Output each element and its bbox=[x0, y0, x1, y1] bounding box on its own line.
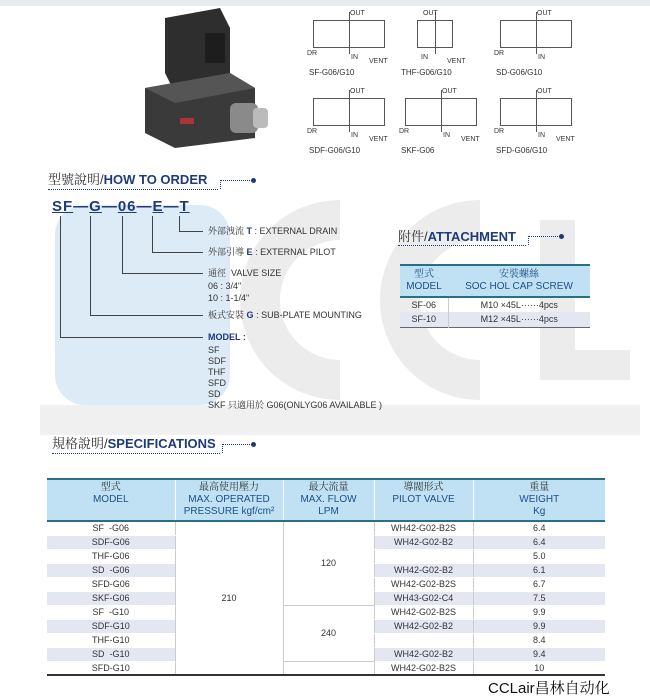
weight-cell: 8.4 bbox=[473, 633, 605, 647]
model-cell: SD -G10 bbox=[47, 647, 175, 661]
model-cell: SF-06 bbox=[411, 299, 436, 310]
pilot-cell: WH43-G02-C4 bbox=[374, 591, 473, 605]
pressure-cell: 210 bbox=[175, 521, 283, 675]
weight-cell: 9.4 bbox=[473, 647, 605, 661]
model-cell: THF-G10 bbox=[47, 633, 175, 647]
port-label: VENT bbox=[461, 136, 480, 143]
weight-cell: 10 bbox=[473, 661, 605, 675]
connector-line bbox=[90, 315, 203, 316]
weight-cell: 6.1 bbox=[473, 563, 605, 577]
pilot-cell: WH42-G02-B2S bbox=[374, 521, 473, 535]
weight-cell: 6.4 bbox=[473, 521, 605, 535]
pilot-cell: WH42-G02-B2S bbox=[374, 605, 473, 619]
title-underline bbox=[52, 453, 220, 454]
table-row bbox=[400, 297, 590, 312]
model-item: THF bbox=[208, 367, 226, 377]
model-cell: SF -G10 bbox=[47, 605, 175, 619]
symbol-caption: SKF-G06 bbox=[401, 146, 435, 155]
title-dot bbox=[559, 234, 564, 239]
pilot-cell: WH42-G02-B2S bbox=[374, 661, 473, 675]
hydraulic-symbol bbox=[397, 8, 485, 78]
model-cell: SFD-G06 bbox=[47, 577, 175, 591]
hydraulic-symbol bbox=[492, 86, 580, 156]
symbol-line bbox=[441, 90, 442, 132]
connector-line bbox=[179, 216, 180, 232]
top-band bbox=[0, 0, 650, 6]
pilot-cell bbox=[374, 633, 473, 647]
port-label: VENT bbox=[369, 58, 388, 65]
table-row bbox=[400, 312, 590, 327]
specifications-title: 規格說明/SPECIFICATIONS bbox=[52, 436, 216, 451]
title-dot bbox=[251, 442, 256, 447]
model-cell: SKF-G06 bbox=[47, 591, 175, 605]
hydraulic-symbol bbox=[305, 86, 393, 156]
port-label: OUT bbox=[442, 88, 457, 95]
model-cell: SDF-G06 bbox=[47, 535, 175, 549]
model-item: SD bbox=[208, 389, 221, 399]
weight-cell: 9.9 bbox=[473, 605, 605, 619]
model-cell: SF-10 bbox=[411, 313, 436, 324]
symbol-caption: SDF-G06/G10 bbox=[309, 146, 361, 155]
port-label: DR bbox=[307, 50, 318, 57]
title-underline bbox=[48, 189, 218, 190]
pilot-cell: WH42-G02-B2 bbox=[374, 535, 473, 549]
header-model: 型式 MODEL bbox=[400, 265, 448, 297]
weight-cell: 6.4 bbox=[473, 535, 605, 549]
header-pressure: 最高使用壓力 MAX. OPERATED PRESSURE kgf/cm² bbox=[175, 479, 283, 521]
port-label: VENT bbox=[556, 136, 575, 143]
connector-line bbox=[179, 231, 203, 232]
port-label: OUT bbox=[537, 10, 552, 17]
pilot-cell: WH42-G02-B2 bbox=[374, 563, 473, 577]
model-label: MODEL : bbox=[208, 332, 246, 342]
weight-cell: 9.9 bbox=[473, 619, 605, 633]
port-label: DR bbox=[399, 128, 410, 135]
pilot-cell: WH42-G02-B2 bbox=[374, 619, 473, 633]
port-label: OUT bbox=[423, 10, 438, 17]
flow-cell: 240 bbox=[283, 605, 374, 661]
port-label: VENT bbox=[447, 58, 466, 65]
port-label: VENT bbox=[369, 136, 388, 143]
option-valve-size: 通徑 VALVE SIZE bbox=[208, 268, 282, 278]
port-label: IN bbox=[538, 54, 545, 61]
port-label: OUT bbox=[537, 88, 552, 95]
screw-cell: M10 ×45L······4pcs bbox=[448, 297, 590, 312]
connector-line bbox=[60, 216, 61, 338]
symbol-caption: SF-G06/G10 bbox=[309, 68, 355, 77]
attachment-title: 附件/ATTACHMENT bbox=[398, 229, 516, 244]
model-cell: SFD-G10 bbox=[47, 661, 175, 675]
hydraulic-symbol bbox=[305, 8, 393, 78]
symbol-line bbox=[349, 90, 350, 132]
header-screw: 安裝螺絲 SOC HOL CAP SCREW bbox=[448, 265, 590, 297]
port-label: OUT bbox=[350, 10, 365, 17]
hydraulic-symbol bbox=[397, 86, 485, 156]
header-flow: 最大流量 MAX. FLOW LPM bbox=[283, 479, 374, 521]
weight-cell: 6.7 bbox=[473, 577, 605, 591]
flow-cell bbox=[283, 661, 374, 675]
connector-line bbox=[152, 252, 203, 253]
attachment-table bbox=[400, 264, 590, 328]
symbol-line bbox=[349, 12, 350, 54]
pilot-cell: WH42-G02-B2 bbox=[374, 647, 473, 661]
connector-line bbox=[60, 337, 203, 338]
how-to-order-title: 型號說明/HOW TO ORDER bbox=[48, 172, 208, 187]
table-row bbox=[47, 605, 605, 619]
title-leader bbox=[222, 444, 252, 453]
specifications-table bbox=[47, 478, 605, 676]
symbol-caption: THF-G06/G10 bbox=[401, 68, 452, 77]
model-cell: SDF-G10 bbox=[47, 619, 175, 633]
pilot-cell: WH42-G02-B2S bbox=[374, 577, 473, 591]
port-label: OUT bbox=[350, 88, 365, 95]
valve-product-photo bbox=[135, 8, 270, 148]
model-item: SKF 只適用於 G06(ONLYG06 AVAILABLE ) bbox=[208, 400, 383, 410]
port-label: DR bbox=[494, 128, 505, 135]
order-code: SF—G—06—E—T bbox=[52, 198, 190, 215]
port-label: IN bbox=[443, 132, 450, 139]
weight-cell: 7.5 bbox=[473, 591, 605, 605]
model-cell: SF -G06 bbox=[47, 521, 175, 535]
table-row bbox=[47, 521, 605, 535]
port-label: IN bbox=[421, 54, 428, 61]
option-sub-plate: 板式安裝 G : SUB-PLATE MOUNTING bbox=[208, 310, 362, 320]
connector-line bbox=[122, 273, 203, 274]
port-label: DR bbox=[494, 50, 505, 57]
table-row bbox=[47, 661, 605, 675]
option-external-drain: 外部洩流 T : EXTERNAL DRAIN bbox=[208, 226, 338, 236]
symbol-line bbox=[536, 90, 537, 132]
screw-cell: M12 ×45L······4pcs bbox=[448, 312, 590, 327]
title-underline bbox=[398, 245, 526, 246]
weight-cell: 5.0 bbox=[473, 549, 605, 563]
symbol-caption: SFD-G06/G10 bbox=[496, 146, 548, 155]
model-item: SFD bbox=[208, 378, 226, 388]
port-label: IN bbox=[351, 54, 358, 61]
connector-line bbox=[122, 216, 123, 274]
port-label: DR bbox=[307, 128, 318, 135]
flow-cell: 120 bbox=[283, 521, 374, 605]
title-leader bbox=[528, 236, 560, 245]
connector-line bbox=[90, 216, 91, 316]
port-label: IN bbox=[351, 132, 358, 139]
title-leader bbox=[220, 180, 252, 189]
pilot-cell bbox=[374, 549, 473, 563]
symbol-caption: SD-G06/G10 bbox=[496, 68, 543, 77]
model-cell: SD -G06 bbox=[47, 563, 175, 577]
model-item: SDF bbox=[208, 356, 226, 366]
connector-line bbox=[152, 216, 153, 253]
symbol-line bbox=[536, 12, 537, 54]
title-dot bbox=[251, 178, 256, 183]
port-label: IN bbox=[538, 132, 545, 139]
symbol-line bbox=[435, 12, 436, 54]
header-pilot: 導閥形式 PILOT VALVE bbox=[374, 479, 473, 521]
size-10: 10 : 1-1/4" bbox=[208, 293, 250, 303]
model-list bbox=[208, 345, 382, 411]
header-model: 型式 MODEL bbox=[47, 479, 175, 521]
hydraulic-symbol bbox=[492, 8, 580, 78]
option-external-pilot: 外部引導 E : EXTERNAL PILOT bbox=[208, 247, 336, 257]
model-cell: THF-G06 bbox=[47, 549, 175, 563]
brand-badge: CCLair昌林自动化 bbox=[488, 680, 610, 697]
header-weight: 重量 WEIGHT Kg bbox=[473, 479, 605, 521]
model-item: SF bbox=[208, 345, 220, 355]
size-06: 06 : 3/4" bbox=[208, 281, 242, 291]
